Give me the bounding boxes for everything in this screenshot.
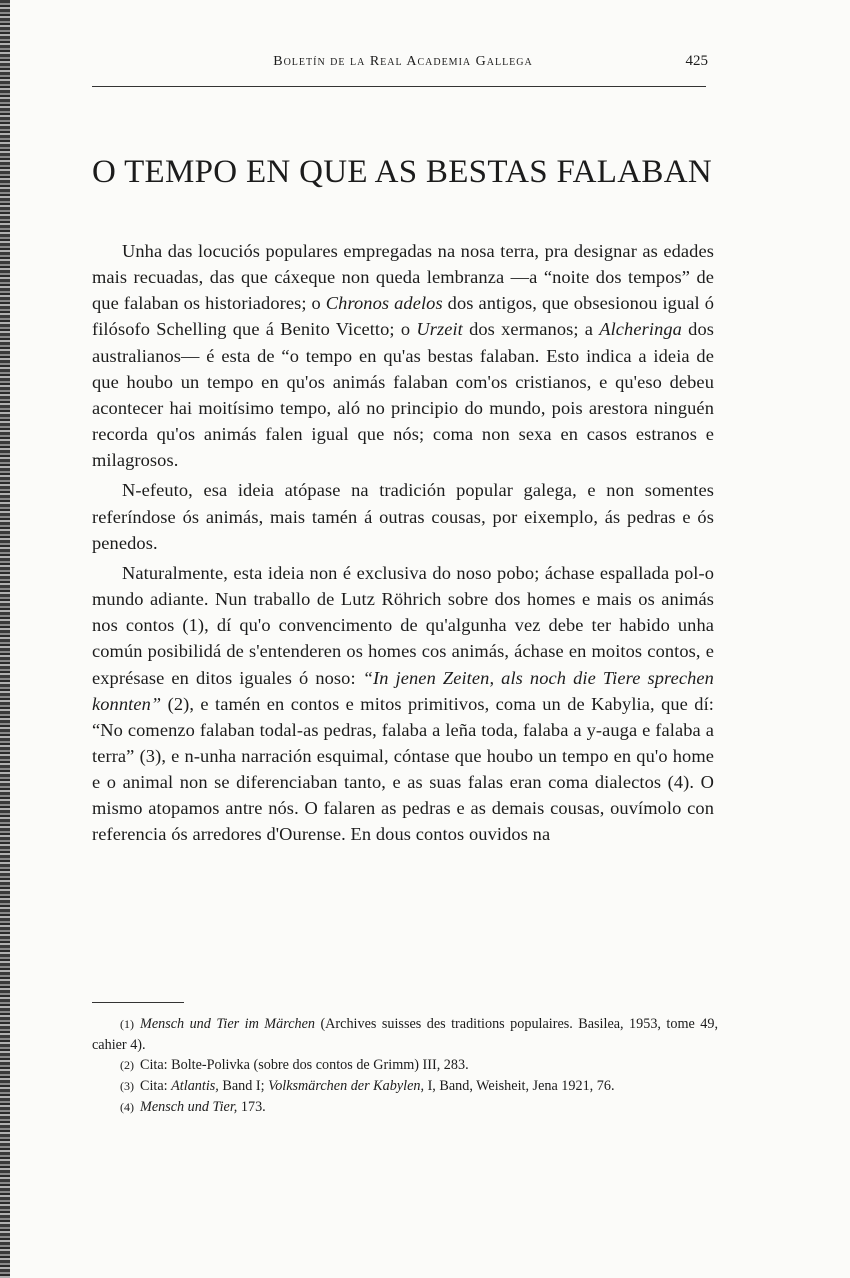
- footnote-text: [140, 1078, 615, 1094]
- italic-text: Alcheringa: [599, 319, 682, 340]
- text-run: Cita:: [140, 1078, 172, 1095]
- footnotes: [92, 1014, 718, 1118]
- text-run: (Archives suisses des traditions populaires. Basilea, 1953, tome 49, cahier 4).: [92, 1016, 718, 1053]
- text-run: (2), e tamén en contos e mitos primitivos, coma un de Kabylia, que dí: “No comenzo falaban todal-as pedras, falaba a leña toda, falaba a y-auga e falaba a terra” (3), e n-unha narración esquimal, cóntase que houbo un tempo en qu'o home e o animal non se diferenciaban tanto, e as suas falas eran coma dialectos (4). O mismo atopamos antre nós. O falaren as pedras e as demais cousas, ouvímolo con referencia ós arredores d'Ourense. En dous contos ouvidos na: [92, 693, 714, 845]
- footnote: [92, 1097, 718, 1118]
- footnote: [92, 1055, 718, 1076]
- footnote-rule: [92, 1002, 184, 1003]
- footnote-number: (3): [120, 1079, 134, 1094]
- footnote-number: (1): [120, 1017, 134, 1031]
- article-title: O TEMPO EN QUE AS BESTAS FALABAN: [92, 154, 712, 190]
- page-number: 425: [685, 53, 708, 69]
- text-run: N-efeuto, esa ideia atópase na tradición popular galega, e non somentes referíndose ós animás, mais tamén á outras cousas, por eixemplo, ás pedras e ós penedos.: [92, 480, 714, 553]
- footnote: [92, 1014, 718, 1055]
- italic-text: Urzeit: [416, 319, 463, 340]
- page: [92, 0, 718, 1278]
- text-run: Band I;: [218, 1078, 269, 1095]
- running-head: Boletín de la Real Academia Gallega: [273, 54, 533, 69]
- page-header: [92, 54, 714, 76]
- footnote-text: [140, 1099, 266, 1115]
- italic-text: Volksmärchen der Kabylen,: [268, 1078, 425, 1095]
- italic-text: Mensch und Tier im Märchen: [140, 1016, 315, 1032]
- article-body: [92, 238, 714, 848]
- text-run: Cita: Bolte-Polivka (sobre dos contos de Grimm) III, 283.: [140, 1057, 469, 1074]
- text-run: dos antigos, que obsesionou igual ó filósofo Schelling que á Benito Vicetto; o: [92, 293, 714, 340]
- italic-text: Chronos adelos: [325, 293, 443, 314]
- footnote: [92, 1076, 718, 1097]
- book-spine-edge: [0, 0, 10, 1278]
- text-run: dos australianos— é esta de “o tempo en qu'as bestas falaban. Esto indica a ideia de que houbo un tempo en qu'os animás falaban com'os cristianos, e qu'eso debeu acontecer hai moitísimo tempo, aló no principio do mundo, pois arestora ninguén recorda qu'os animás falen igual que nós; coma non sexa en casos estranos e milagrosos.: [92, 319, 714, 471]
- footnote-text: [140, 1057, 469, 1073]
- italic-text: Mensch und Tier,: [140, 1098, 238, 1115]
- paragraph: [92, 477, 714, 555]
- text-run: I, Band, Weisheit, Jena 1921, 76.: [424, 1078, 615, 1095]
- footnote-number: (2): [120, 1058, 134, 1073]
- footnote-number: (4): [120, 1099, 134, 1114]
- italic-text: “In jenen Zeiten, als noch die Tiere sprechen konnten”: [92, 667, 714, 714]
- header-rule: [92, 86, 706, 87]
- text-run: Naturalmente, esta ideia non é exclusiva do noso pobo; áchase espallada pol-o mundo adiante. Nun traballo de Lutz Röhrich sobre dos homes e mais os animás nos contos (1), dí qu'o convencimento de qu'algunha vez debe ter habido unha común posibilidá de s'entenderen os homes cos animás, áchase en moitos contos, e exprésase en ditos iguales ó noso:: [92, 562, 714, 688]
- footnote-text: [92, 1016, 718, 1053]
- paragraph: [92, 238, 714, 473]
- italic-text: Atlantis,: [171, 1078, 219, 1095]
- paragraph: [92, 560, 714, 848]
- text-run: dos xermanos; a: [462, 319, 600, 340]
- text-run: 173.: [237, 1098, 266, 1115]
- text-run: Unha das locuciós populares empregadas na nosa terra, pra designar as edades mais recuadas, das que cáxeque non queda lembranza —a “noite dos tempos” de que falaban os historiadores; o: [92, 241, 714, 314]
